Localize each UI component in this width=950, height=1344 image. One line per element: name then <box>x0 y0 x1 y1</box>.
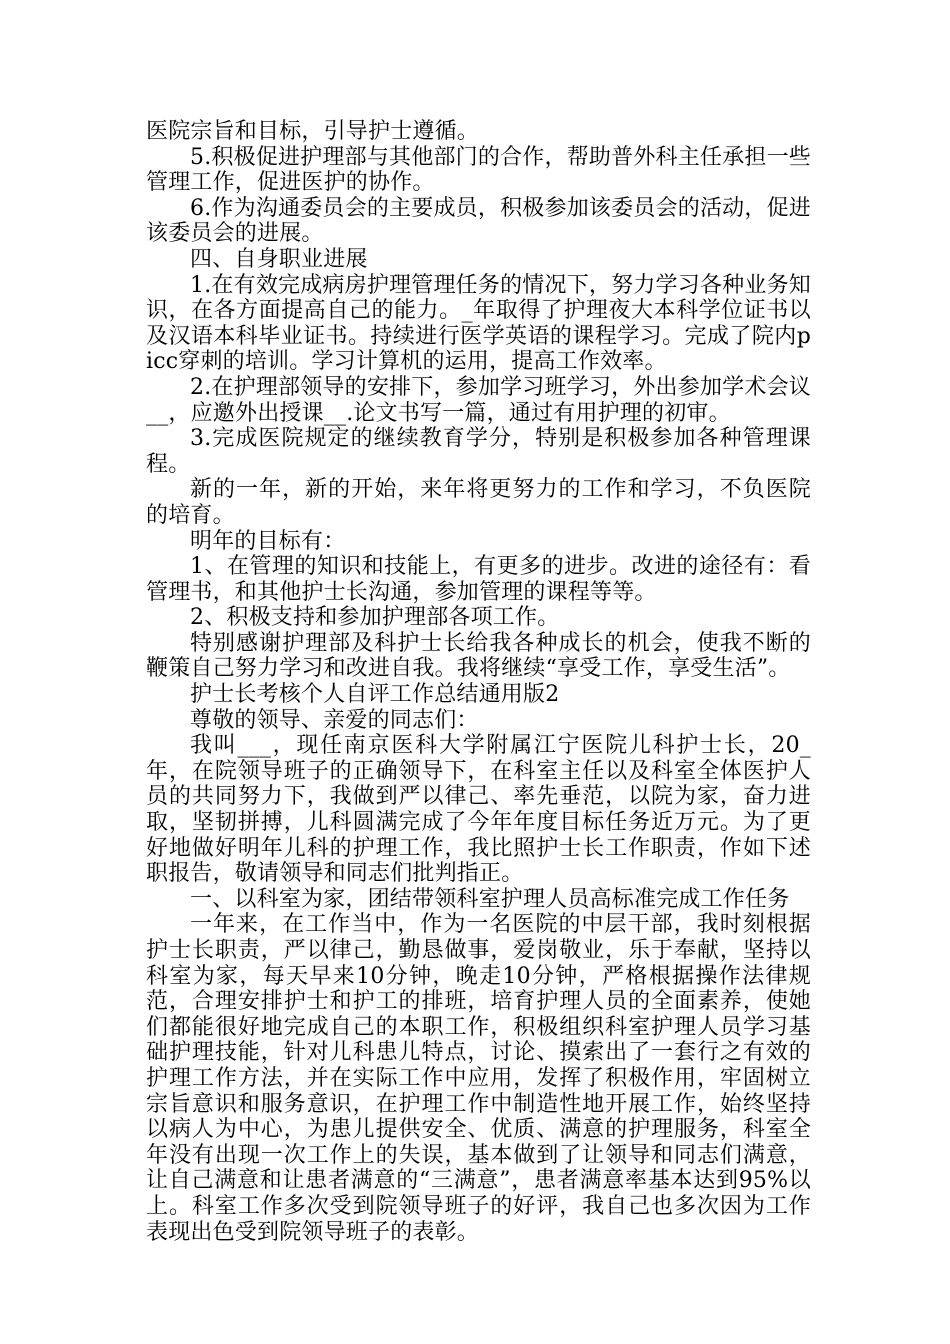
paragraph-6: 2.在护理部领导的安排下，参加学习班学习，外出参加学术会议__，应邀外出授课__.论文书写一篇，通过有用护理的初审。 <box>146 374 811 426</box>
paragraph-2: 5.积极促进护理部与其他部门的合作，帮助普外科主任承担一些管理工作，促进医护的协作。 <box>146 144 811 196</box>
section-heading-4: 四、自身职业进展 <box>190 246 368 272</box>
paragraph-3: 6.作为沟通委员会的主要成员，积极参加该委员会的活动，促进该委员会的进展。 <box>146 195 811 247</box>
paragraph-5: 1.在有效完成病房护理管理任务的情况下，努力学习各种业务知识，在各方面提高自己的能力。_年取得了护理夜大本科学位证书以及汉语本科毕业证书。持续进行医学英语的课程学习。完成了院内picc穿刺的培训。学习计算机的运用，提高工作效率。 <box>146 272 811 375</box>
paragraph-17: 一年来，在工作当中，作为一名医院的中层干部，我时刻根据护士长职责，严以律己，勤恳做事，爱岗敬业，乐于奉献，坚持以科室为家，每天早来10分钟，晚走10分钟，严格根据操作法律规范，合理安排护士和护工的排班，培育护理人员的全面素养，使她们都能很好地完成自己的本职工作，积极组织科室护理人员学习基础护理技能，针对儿科患儿特点，讨论、摸索出了一套行之有效的护理工作方法，并在实际工作中应用，发挥了积极作用，牢固树立宗旨意识和服务意识，在护理工作中制造性地开展工作，始终坚持以病人为中心，为患儿提供安全、优质、满意的护理服务，科室全年没有出现一次工作上的失误，基本做到了让领导和同志们满意，让自己满意和让患者满意的“三满意”，患者满意率基本达到95%以上。科室工作多次受到院领导班子的好评，我自己也多次因为工作表现出色受到院领导班子的表彰。 <box>146 912 811 1245</box>
paragraph-8: 新的一年，新的开始，来年将更努力的工作和学习，不负医院的培育。 <box>146 477 811 528</box>
salutation: 尊敬的领导、亲爱的同志们： <box>190 707 479 733</box>
paragraph-1: 医院宗旨和目标，引导护士遵循。 <box>146 119 480 144</box>
document-title-2: 护士长考核个人自评工作总结通用版2 <box>190 682 560 708</box>
paragraph-11: 2、积极支持和参加护理部各项工作。 <box>190 605 560 631</box>
paragraph-12: 特别感谢护理部及科护士长给我各种成长的机会，使我不断的鞭策自己努力学习和改进自我。我将继续“享受工作，享受生活”。 <box>146 630 811 682</box>
paragraph-15: 我叫___，现任南京医科大学附属江宁医院儿科护士长，20_年，在院领导班子的正确领导下，在科室主任以及科室全体医护人员的共同努力下，我做到严以律己、率先垂范，以院为家，奋力进取，坚韧拼搏，儿科圆满完成了今年年度目标任务近万元。为了更好地做好明年儿科的护理工作，我比照护士长工作职责，作如下述职报告，敬请领导和同志们批判指正。 <box>146 733 811 887</box>
document-body <box>146 119 811 1245</box>
paragraph-9: 明年的目标有： <box>190 528 346 554</box>
section-heading-16: 一、以科室为家，团结带领科室护理人员高标准完成工作任务 <box>190 886 790 912</box>
paragraph-10: 1、在管理的知识和技能上，有更多的进步。改进的途径有：看管理书，和其他护士长沟通，参加管理的课程等等。 <box>146 554 811 605</box>
paragraph-7: 3.完成医院规定的继续教育学分，特别是积极参加各种管理课程。 <box>146 426 811 477</box>
